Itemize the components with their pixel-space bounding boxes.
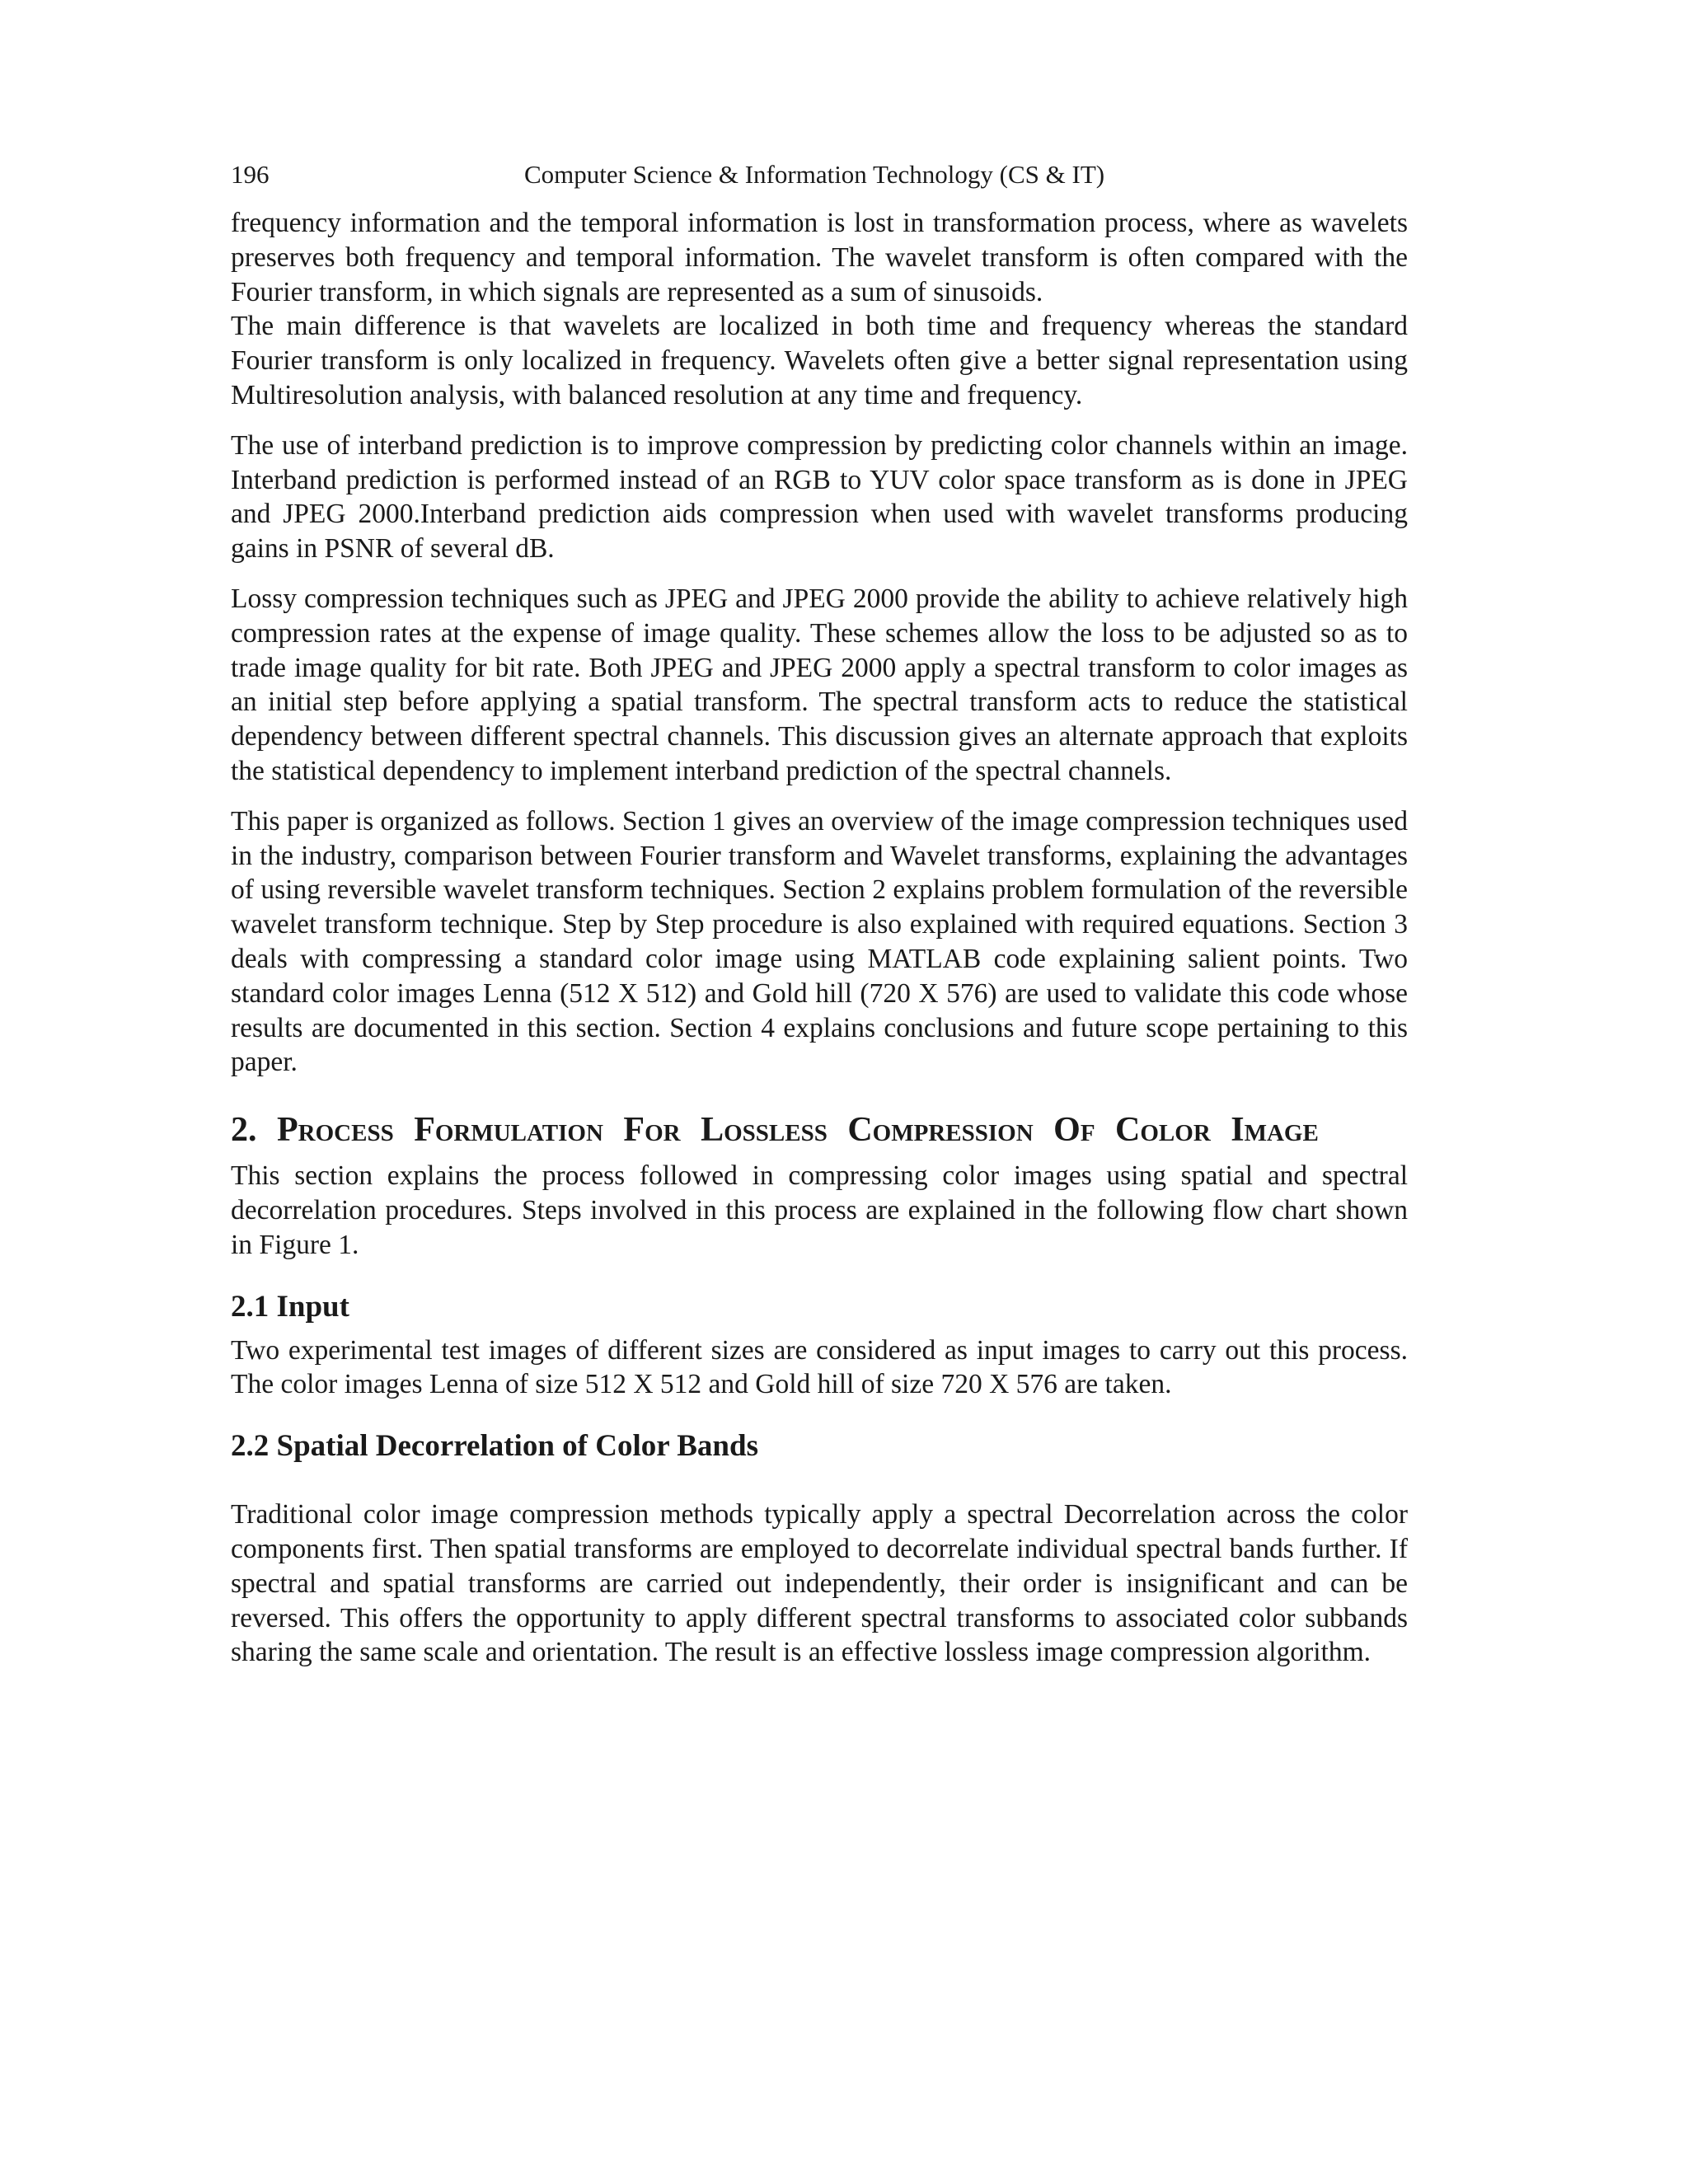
paragraph-interband-prediction: The use of interband prediction is to improve compression by predicting color channels within an image. Interband prediction is performed instead of an RGB to YUV color space transform as is done in JPEG and JPEG 2000.Interband prediction aids compression when used with wavelet transforms producing gains in PSNR of several dB. [231,429,1408,565]
journal-title: Computer Science & Information Technology (CS & IT) [524,160,1105,189]
paragraph-wavelet-intro: frequency information and the temporal information is lost in transformation process, where as wavelets preserves both frequency and temporal information. The wavelet transform is often compared with the Fourier transform, in which signals are represented as a sum of sinusoids. [231,208,1408,307]
running-header [231,157,1408,193]
paragraph-wavelet-difference: The main difference is that wavelets are localized in both time and frequency whereas the standard Fourier transform is only localized in frequency. Wavelets often give a better signal representation using Multiresolution analysis, with balanced resolution at any time and frequency. [231,311,1408,410]
page-number: 196 [231,160,270,189]
paper-page [231,157,1408,1670]
subsection-heading-input: 2.1 Input [231,1289,349,1324]
paragraph-section-intro: This section explains the process followed in compressing color images using spatial and spectral decorrelation procedures. Steps involved in this process are explained in the following flow chart shown in Figure 1. [231,1160,1408,1260]
section-heading-process-formulation: 2. Process Formulation For Lossless Compression Of Color Image [231,1111,1319,1150]
paragraph-input: Two experimental test images of different sizes are considered as input images to carry out this process. The color images Lenna of size 512 X 512 and Gold hill of size 720 X 576 are taken. [231,1334,1408,1400]
paragraph-lossy-compression: Lossy compression techniques such as JPEG and JPEG 2000 provide the ability to achieve relatively high compression rates at the expense of image quality. These schemes allow the loss to be adjusted so as to trade image quality for bit rate. Both JPEG and JPEG 2000 apply a spectral transform to color images as an initial step before applying a spatial transform. The spectral transform acts to reduce the statistical dependency between different spectral channels. This discussion gives an alternate approach that exploits the statistical dependency to implement interband prediction of the spectral channels. [231,583,1408,786]
paragraph-paper-organization: This paper is organized as follows. Section 1 gives an overview of the image compression techniques used in the industry, comparison between Fourier transform and Wavelet transforms, explaining the advantages of using reversible wavelet transform techniques. Section 2 explains problem formulation of the reversible wavelet transform technique. Step by Step procedure is also explained with required equations. Section 3 deals with compressing a standard color image using MATLAB code explaining salient points. Two standard color images Lenna (512 X 512) and Gold hill (720 X 576) are used to validate this code whose results are documented in this section. Section 4 explains conclusions and future scope pertaining to this paper. [231,805,1408,1078]
paragraph-spatial-decorrelation: Traditional color image compression methods typically apply a spectral Decorrelation across the color components first. Then spatial transforms are employed to decorrelate individual spectral bands further. If spectral and spatial transforms are carried out independently, their order is insignificant and can be reversed. This offers the opportunity to apply different spectral transforms to associated color subbands sharing the same scale and orientation. The result is an effective lossless image compression algorithm. [231,1499,1408,1668]
subsection-heading-spatial-decorrelation: 2.2 Spatial Decorrelation of Color Bands [231,1429,758,1464]
